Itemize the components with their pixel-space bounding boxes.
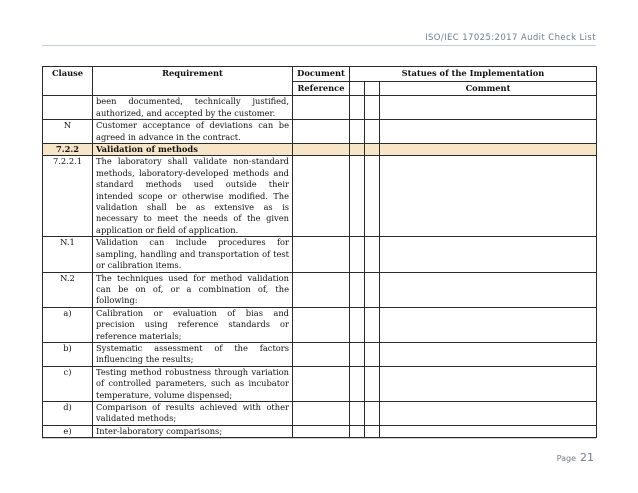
status-no-cell [365,156,380,237]
table-row [43,307,597,342]
header-document: Document [293,67,350,82]
clause-cell: N.2 [43,272,93,307]
document-reference-cell [293,425,350,437]
document-reference-cell [293,237,350,272]
table-row [43,237,597,272]
requirement-cell: Comparison of results achieved with other validated methods; [93,401,293,425]
footer-divider [42,438,596,439]
header-divider [42,45,596,46]
status-yes-cell [350,401,365,425]
clause-cell: N.1 [43,237,93,272]
page-number: 21 [580,451,594,464]
clause-cell: 7.2.2.1 [43,156,93,237]
document-reference-cell [293,342,350,366]
header-status-no [365,82,380,96]
clause-cell: d) [43,401,93,425]
requirement-cell: The laboratory shall validate non-standard methods, laboratory-developed methods and standard methods used outside their intended scope or otherwise modified. The validation shall be as extensive as is necessary to meet the needs of the given application or field of application. [93,156,293,237]
table-row [43,272,597,307]
audit-checklist-table [42,66,597,438]
document-reference-cell [293,120,350,144]
requirement-cell: Customer acceptance of deviations can be agreed in advance in the contract. [93,120,293,144]
page-footer [557,446,594,465]
clause-cell: 7.2.2 [43,144,93,156]
clause-cell: N [43,120,93,144]
status-no-cell [365,401,380,425]
table-row [43,425,597,437]
table-row [43,96,597,120]
status-no-cell [365,342,380,366]
document-reference-cell [293,156,350,237]
comment-cell [380,96,597,120]
requirement-cell: Calibration or evaluation of bias and precision using reference standards or reference materials; [93,307,293,342]
table-row [43,120,597,144]
document-reference-cell [293,272,350,307]
status-yes-cell [350,342,365,366]
table-row [43,366,597,401]
comment-cell [380,144,597,156]
status-yes-cell [350,120,365,144]
document-reference-cell [293,401,350,425]
header-comment: Comment [380,82,597,96]
comment-cell [380,401,597,425]
table-row [43,401,597,425]
status-no-cell [365,366,380,401]
status-yes-cell [350,237,365,272]
clause-cell [43,96,93,120]
table-row [43,156,597,237]
status-yes-cell [350,96,365,120]
header-status-yes [350,82,365,96]
requirement-cell: Testing method robustness through variation of controlled parameters, such as incubator temperature, volume dispensed; [93,366,293,401]
status-no-cell [365,272,380,307]
clause-cell: e) [43,425,93,437]
status-no-cell [365,307,380,342]
status-no-cell [365,120,380,144]
comment-cell [380,120,597,144]
requirement-cell: Systematic assessment of the factors influencing the results; [93,342,293,366]
header-requirement: Requirement [93,67,293,96]
header-reference: Reference [293,82,350,96]
comment-cell [380,237,597,272]
requirement-cell: been documented, technically justified, authorized, and accepted by the customer. [93,96,293,120]
status-no-cell [365,237,380,272]
requirement-cell: The techniques used for method validation can be on of, or a combination of, the following: [93,272,293,307]
status-no-cell [365,144,380,156]
comment-cell [380,342,597,366]
clause-cell: c) [43,366,93,401]
status-yes-cell [350,307,365,342]
document-header-title: ISO/IEC 17025:2017 Audit Check List [425,33,596,43]
document-reference-cell [293,307,350,342]
status-yes-cell [350,272,365,307]
comment-cell [380,156,597,237]
section-row [43,144,597,156]
status-yes-cell [350,156,365,237]
clause-cell: b) [43,342,93,366]
requirement-cell: Validation of methods [93,144,293,156]
comment-cell [380,307,597,342]
requirement-cell: Inter-laboratory comparisons; [93,425,293,437]
status-yes-cell [350,366,365,401]
comment-cell [380,272,597,307]
comment-cell [380,425,597,437]
document-reference-cell [293,144,350,156]
document-reference-cell [293,366,350,401]
comment-cell [380,366,597,401]
table-row [43,342,597,366]
header-clause: Clause [43,67,93,96]
status-yes-cell [350,425,365,437]
document-reference-cell [293,96,350,120]
header-statues: Statues of the Implementation [350,67,597,82]
clause-cell: a) [43,307,93,342]
status-no-cell [365,96,380,120]
requirement-cell: Validation can include procedures for sampling, handling and transportation of test or calibration items. [93,237,293,272]
page-label: Page [556,454,576,463]
status-yes-cell [350,144,365,156]
status-no-cell [365,425,380,437]
